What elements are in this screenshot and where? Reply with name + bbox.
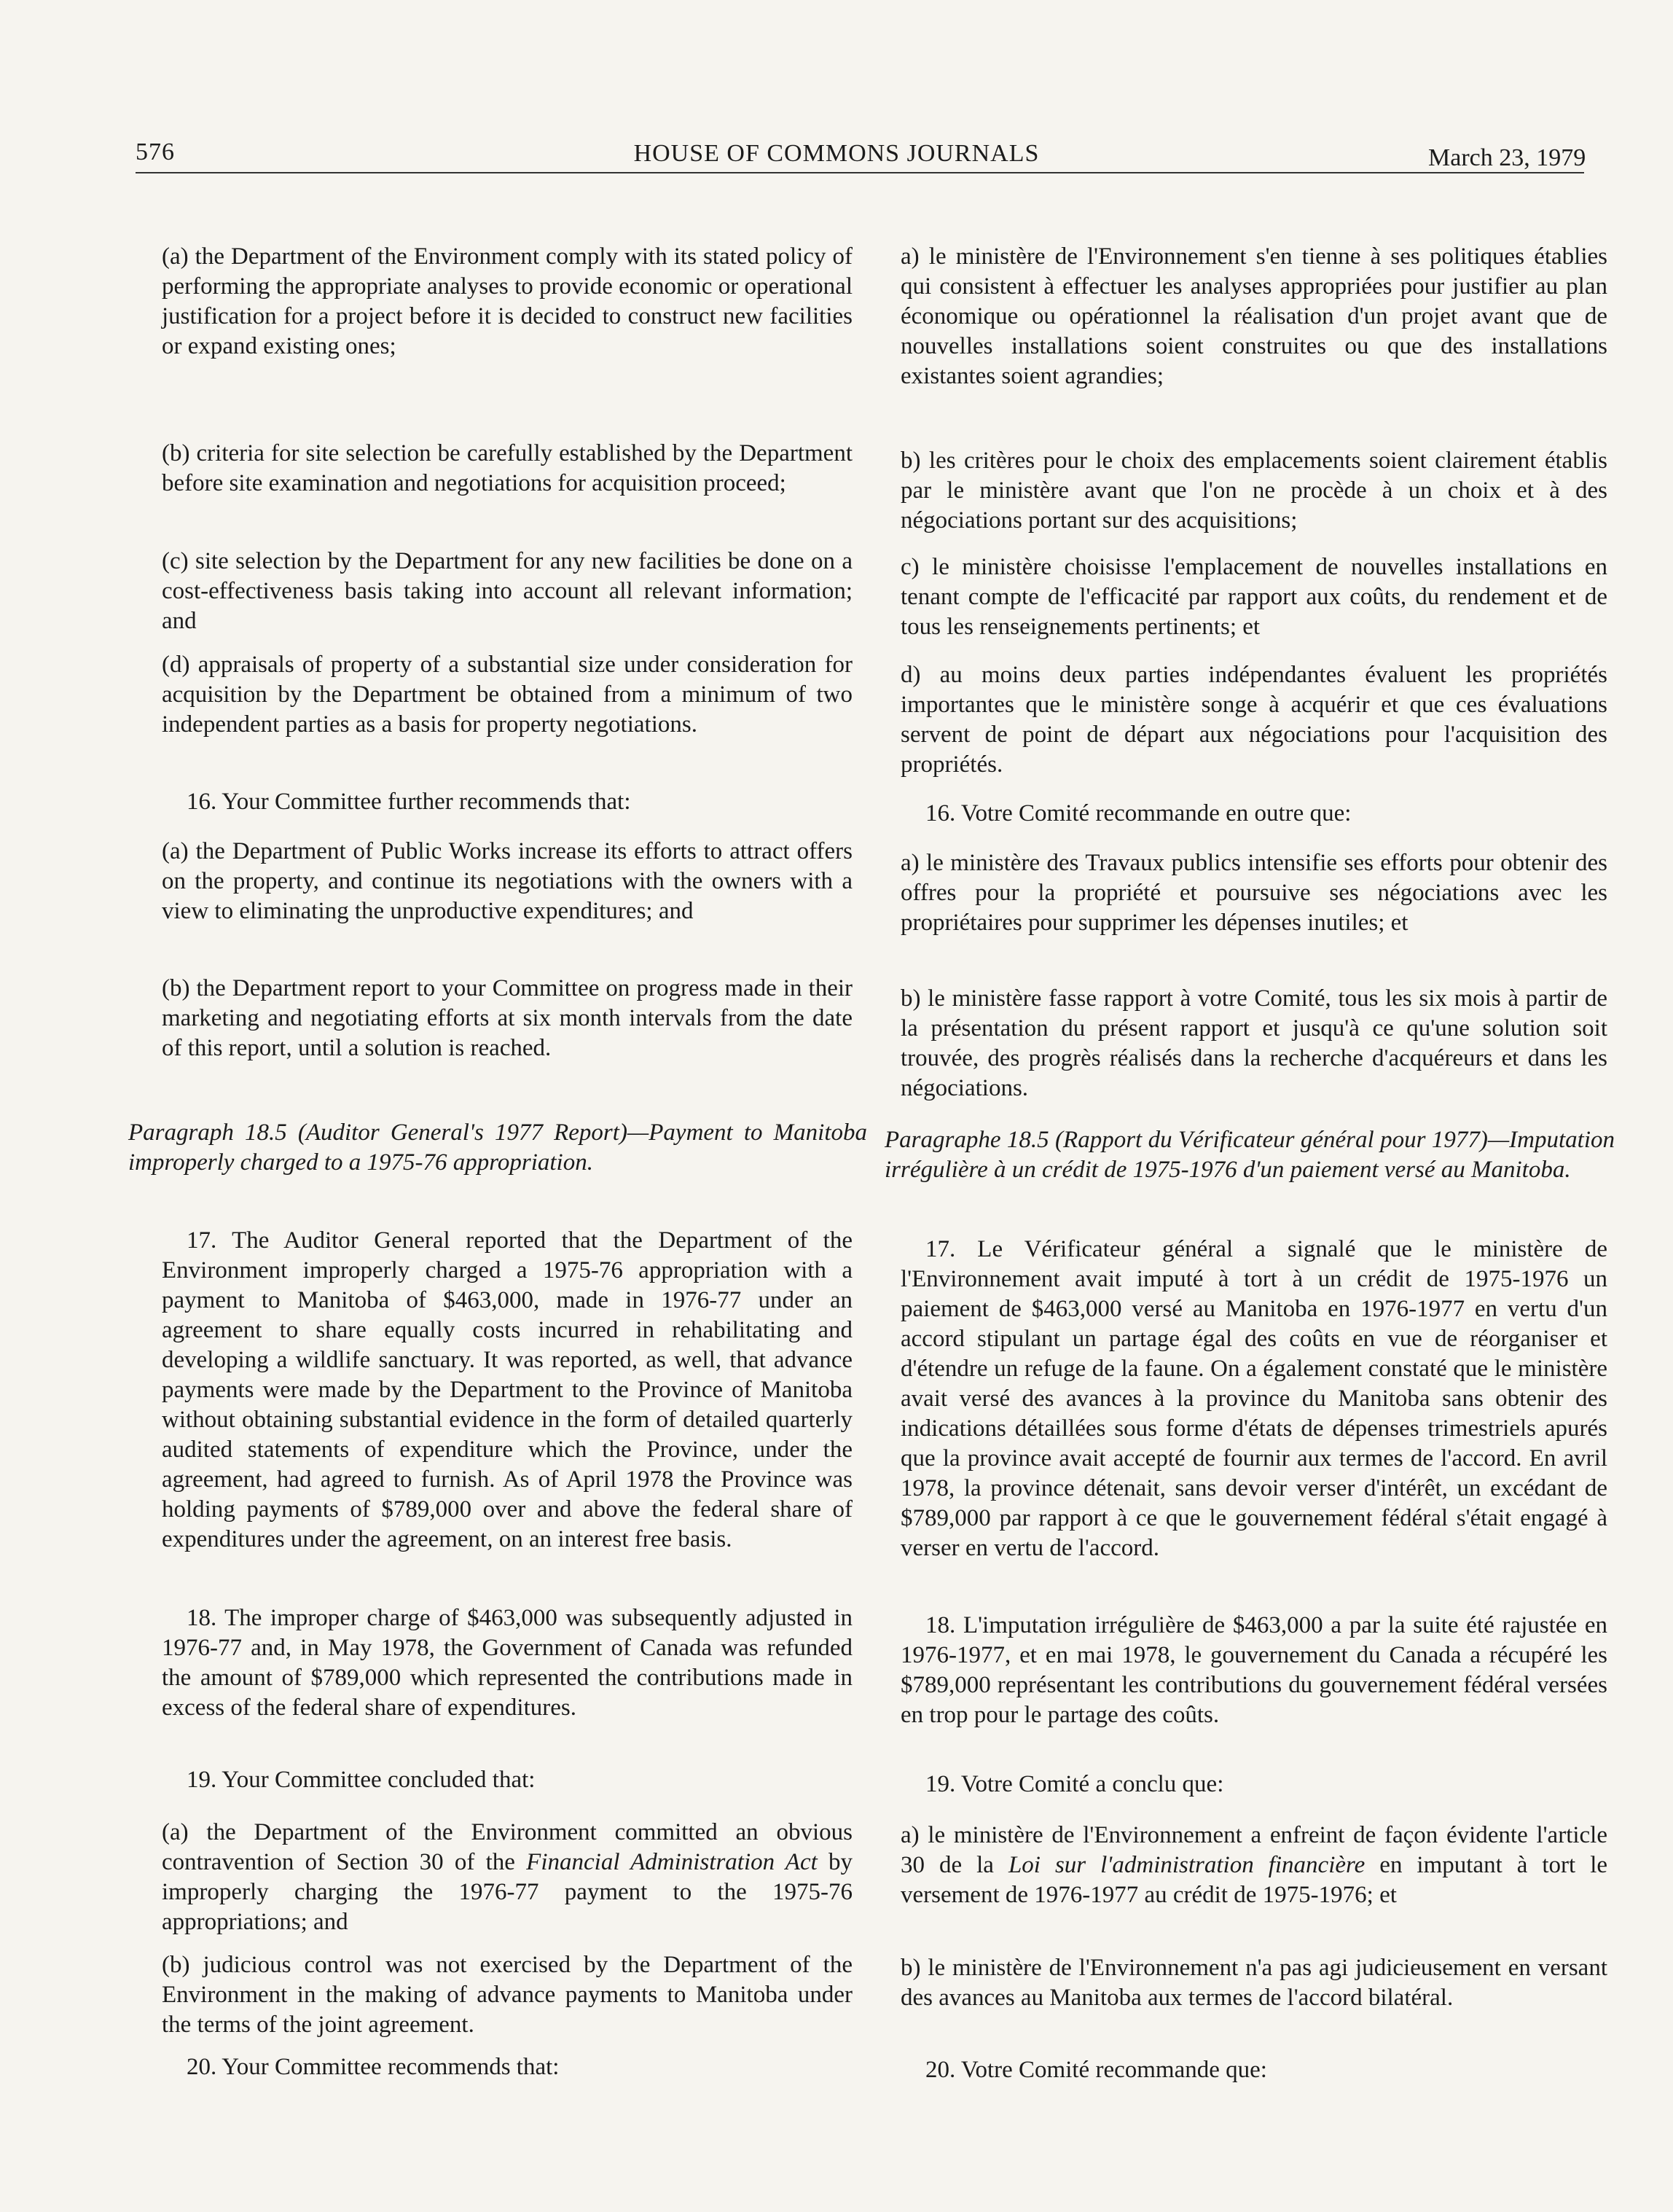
fr-paragraph-8: 17. Le Vérificateur général a signalé que le ministère de l'Environnement avait imputé à tort à un crédit de 1975-1976 un paiement de $463,000 versé au Manitoba en 1976-1977 en vertu d'un accord stipulant un partage égal des coûts en vue de réorganiser et d'étendre un refuge de la faune. On a également constaté que le ministère avait versé des avances à la province du Manitoba sans obtenir des indications détaillées sous forme d'états de dépenses trimestriels apurés que la province avait accepté de fournir aux termes de l'accord. En avril 1978, la province détenait, sans devoir verser d'intérêt, un excédant de $789,000 par rapport à ce que le gouvernement fédéral s'était engagé à verser en vertu de l'accord. [901, 1236, 1607, 1561]
en-paragraph-7: (b) the Department report to your Committee on progress made in their marketing and negotiating efforts at six month intervals from the date of this report, until a solution is reached. [162, 975, 853, 1061]
fr-paragraph-4: d) au moins deux parties indépendantes évaluent les propriétés importantes que le ministère songe à acquérir et que ces évaluations servent de point de départ aux négociations pour l'acquisition des propriétés. [901, 662, 1607, 778]
en-paragraph-5: 16. Your Committee further recommends that: [187, 789, 631, 815]
fr-paragraph-6: a) le ministère des Travaux publics intensifie ses efforts pour obtenir des offres pour la propriété et poursuive ses négociations avec les propriétaires pour supprimer les dépenses inutiles; et [901, 850, 1607, 936]
page-date: March 23, 1979 [1428, 144, 1586, 171]
fr-paragraph-5: 16. Votre Comité recommande en outre que: [925, 800, 1352, 826]
fr-paragraph-12: b) le ministère de l'Environnement n'a pas agi judicieusement en versant des avances au Manitoba aux termes de l'accord bilatéral. [901, 1955, 1607, 2011]
fr-paragraph-9: 18. L'imputation irrégulière de $463,000 a par la suite été rajustée en 1976-1977, et en mai 1978, le gouvernement du Canada a récupéré les $789,000 représentant les contributions du gouvernement fédéral versées en trop pour le partage des coûts. [901, 1612, 1607, 1728]
fr-paragraph-7: b) le ministère fasse rapport à votre Comité, tous les six mois à partir de la présentation du présent rapport et jusqu'à ce qu'une solution soit trouvée, des progrès réalisés dans la recherche d'acquéreurs et dans les négociations. [901, 985, 1607, 1101]
en-paragraph-12: (b) judicious control was not exercised by the Department of the Environment in the making of advance payments to Manitoba under the terms of the joint agreement. [162, 1952, 853, 2038]
fr-paragraph-1: a) le ministère de l'Environnement s'en tienne à ses politiques établies qui consistent à effectuer les analyses appropriées pour justifier au plan économique ou opérationnel la réalisation d'un projet avant que de nouvelles installations soient construites ou que des installations existantes soient agrandies; [901, 243, 1607, 389]
en-section-heading: Paragraph 18.5 (Auditor General's 1977 Report)—Payment to Manitoba improperly charged to a 1975-76 appropriation. [128, 1119, 867, 1176]
en-paragraph-8: 17. The Auditor General reported that the Department of the Environment improperly charged a 1975-76 appropriation with a payment to Manitoba of $463,000, made in 1976-77 under an agreement to share equally costs incurred in rehabilitating and developing a wildlife sanctuary. It was reported, as well, that advance payments were made by the Department to the Province of Manitoba without obtaining substantial evidence in the form of detailed quarterly audited statements of expenditure which the Province, under the agreement, had agreed to furnish. As of April 1978 the Province was holding payments of $789,000 over and above the federal share of expenditures under the agreement, on an interest free basis. [162, 1227, 853, 1552]
fr-paragraph-11-start: a) le ministère de l'Environnement a enfreint de façon évidente l'article 30 de la [901, 1822, 1607, 1878]
page-number: 576 [136, 138, 175, 165]
fr-section-heading: Paragraphe 18.5 (Rapport du Vérificateur général pour 1977)—Imputation irrégulière à un crédit de 1975-1976 d'un paiement versé au Manitoba. [885, 1127, 1615, 1183]
header-rule [136, 172, 1584, 173]
en-paragraph-4: (d) appraisals of property of a substantial size under consideration for acquisition by the Department be obtained from a minimum of two independent parties as a basis for property negotiations. [162, 652, 853, 738]
en-paragraph-11 [162, 1818, 853, 1937]
fr-paragraph-2: b) les critères pour le choix des emplacements soient clairement établis par le ministère avant que l'on ne procède à un choix et à des négociations portant sur des acquisitions; [901, 448, 1607, 534]
en-paragraph-2: (b) criteria for site selection be carefully established by the Department before site examination and negotiations for acquisition proceed; [162, 440, 853, 496]
en-paragraph-1: (a) the Department of the Environment comply with its stated policy of performing the appropriate analyses to provide economic or operational justification for a project before it is decided to construct new facilities or expand existing ones; [162, 243, 853, 359]
en-act-title: Financial Administration Act [526, 1849, 818, 1875]
fr-paragraph-10: 19. Votre Comité a conclu que: [925, 1771, 1224, 1797]
fr-paragraph-13: 20. Votre Comité recommande que: [925, 2057, 1267, 2083]
fr-paragraph-11-end: en imputant à tort le versement de 1976-1977 au crédit de 1975-1976; et [901, 1852, 1608, 1908]
en-paragraph-13: 20. Your Committee recommends that: [187, 2054, 560, 2080]
en-paragraph-11-end: by improperly charging the 1976-77 payment to the 1975-76 appropriations; and [162, 1849, 853, 1935]
fr-act-title: Loi sur l'administration financière [1008, 1852, 1366, 1878]
fr-paragraph-3: c) le ministère choisisse l'emplacement de nouvelles installations en tenant compte de l'efficacité par rapport aux coûts, du rendement et de tous les renseignements pertinents; et [901, 554, 1607, 640]
en-paragraph-11-start: (a) the Department of the Environment committed an obvious contravention of Section 30 of the [162, 1819, 853, 1875]
en-paragraph-10: 19. Your Committee concluded that: [187, 1767, 536, 1793]
en-paragraph-3: (c) site selection by the Department for any new facilities be done on a cost-effectiveness basis taking into account all relevant information; and [162, 548, 853, 634]
en-paragraph-6: (a) the Department of Public Works increase its efforts to attract offers on the property, and continue its negotiations with the owners with a view to eliminating the unproductive expenditures; and [162, 838, 853, 924]
fr-paragraph-11 [901, 1821, 1607, 1910]
running-head: HOUSE OF COMMONS JOURNALS [633, 140, 1040, 167]
en-paragraph-9: 18. The improper charge of $463,000 was subsequently adjusted in 1976-77 and, in May 1978, the Government of Canada was refunded the amount of $789,000 which represented the contributions made in excess of the federal share of expenditures. [162, 1605, 853, 1721]
